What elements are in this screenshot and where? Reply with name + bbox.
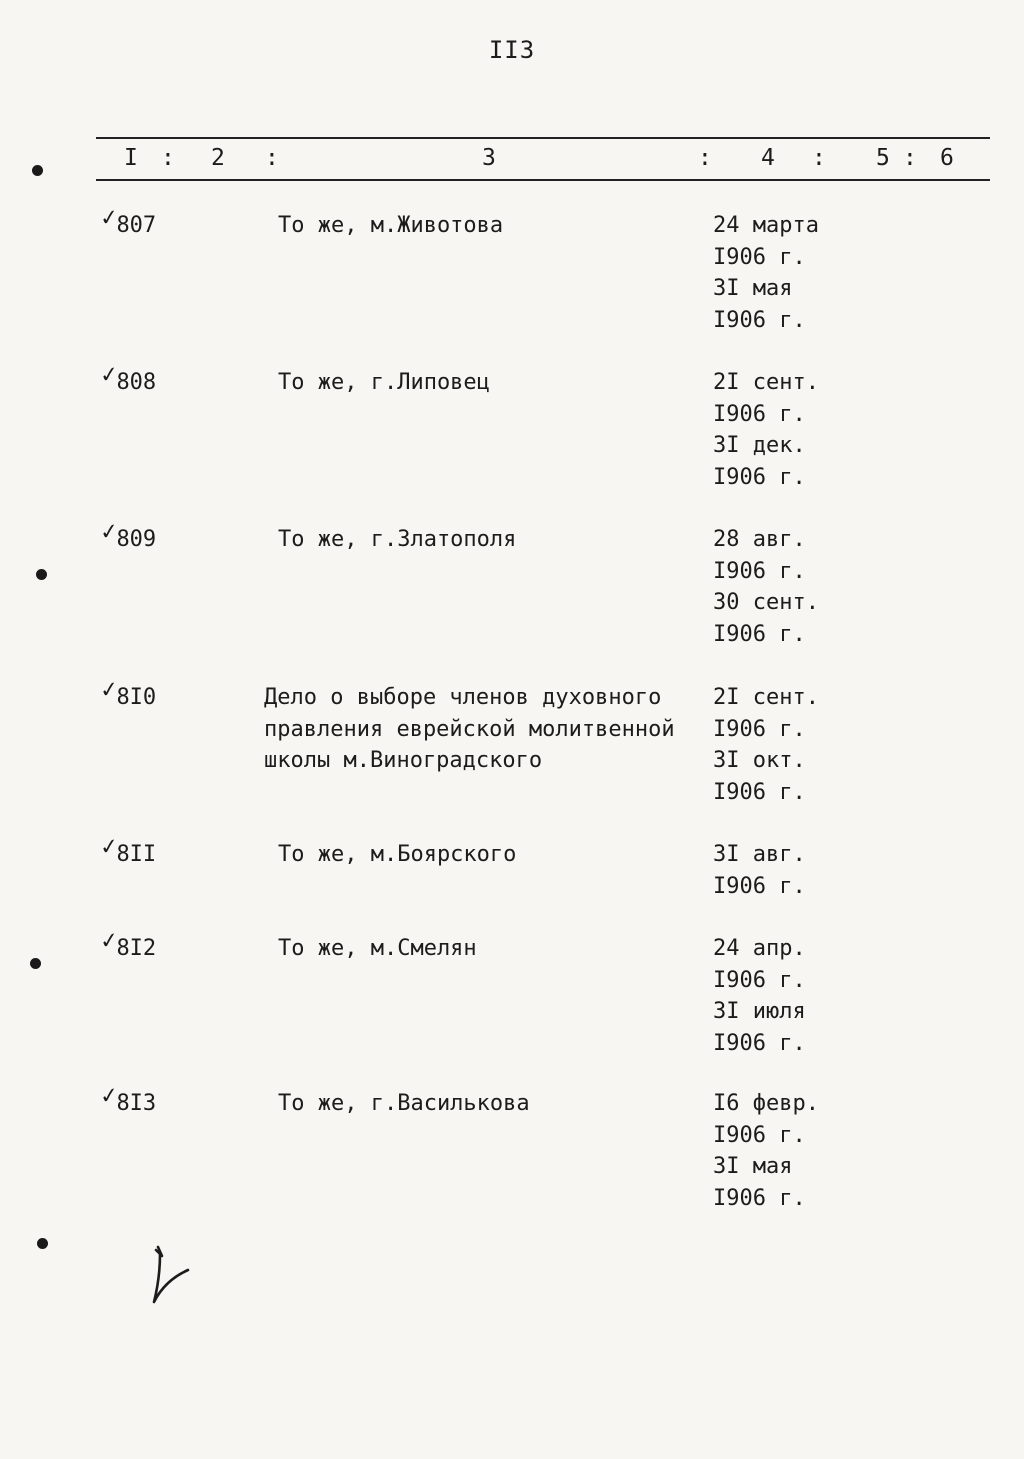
column-separator: :	[161, 145, 175, 171]
date-start-year: I906 г.	[713, 716, 806, 742]
entry-number	[98, 205, 157, 242]
binder-hole-dot	[32, 165, 43, 176]
entry-title: То же, м.Животова	[278, 213, 504, 238]
table-header-bottom-rule	[96, 179, 990, 181]
entry-title: То же, м.Смелян	[278, 936, 477, 961]
entry-number-value: 807	[116, 213, 157, 238]
entry-title: То же, г.Василькова	[278, 1091, 530, 1116]
entry-number	[98, 362, 157, 399]
date-start-day: 28 авг.	[713, 527, 806, 552]
date-end-day: 3I окт.	[713, 748, 806, 773]
date-start-year: I906 г.	[713, 401, 806, 427]
entry-number-value: 8I2	[116, 936, 157, 961]
entry-number	[98, 1083, 157, 1120]
date-end-year: I906 г.	[713, 464, 806, 490]
checkmark-icon: ✓	[98, 519, 120, 546]
date-end-day: 30 сент.	[713, 590, 819, 615]
date-start-year: I906 г.	[713, 873, 806, 899]
date-start-year: I906 г.	[713, 1122, 806, 1148]
date-end-year: I906 г.	[713, 1030, 806, 1056]
date-start-year: I906 г.	[713, 967, 806, 993]
column-header-6: 6	[940, 145, 954, 171]
entry-number-value: 8II	[116, 842, 157, 867]
entry-title: То же, м.Боярского	[278, 842, 517, 867]
date-end-year: I906 г.	[713, 779, 806, 805]
checkmark-icon: ✓	[98, 205, 120, 232]
table-header-top-rule	[96, 137, 990, 139]
entry-dates	[713, 367, 913, 493]
date-end-year: I906 г.	[713, 621, 806, 647]
entry-dates	[713, 682, 913, 808]
entry-number	[98, 519, 157, 556]
checkmark-icon: ✓	[98, 677, 120, 704]
date-end-day: 3I мая	[713, 1154, 793, 1179]
entry-number-value: 8I0	[116, 685, 157, 710]
entry-number	[98, 677, 157, 714]
date-end-day: 3I июля	[713, 999, 806, 1024]
entry-dates	[713, 933, 913, 1059]
date-end-year: I906 г.	[713, 307, 806, 333]
checkmark-icon: ✓	[98, 1083, 120, 1110]
column-header-3: 3	[482, 145, 496, 171]
date-start-day: 24 апр.	[713, 936, 806, 961]
date-end-day: 3I мая	[713, 276, 793, 301]
column-header-1: I	[124, 145, 138, 171]
checkmark-icon: ✓	[98, 362, 120, 389]
entry-dates	[713, 839, 913, 902]
entry-title: Дело о выборе членов духовного правления еврейской молитвенной школы м.Виноградского	[264, 685, 675, 773]
binder-hole-dot	[37, 1238, 48, 1249]
column-separator: :	[903, 145, 917, 171]
entry-dates	[713, 524, 913, 650]
handwritten-initial-icon	[146, 1244, 196, 1308]
date-start-day: I6 февр.	[713, 1091, 819, 1116]
column-separator: :	[812, 145, 826, 171]
date-end-day: 3I дек.	[713, 433, 806, 458]
column-separator: :	[265, 145, 279, 171]
entry-title: То же, г.Липовец	[278, 370, 490, 395]
entry-number	[98, 834, 157, 871]
date-start-day: 24 марта	[713, 213, 819, 238]
binder-hole-dot	[30, 958, 41, 969]
entry-dates	[713, 1088, 913, 1214]
entry-title: То же, г.Златополя	[278, 527, 517, 552]
date-start-day: 2I сент.	[713, 685, 819, 710]
column-header-4: 4	[761, 145, 775, 171]
checkmark-icon: ✓	[98, 928, 120, 955]
column-separator: :	[698, 145, 712, 171]
column-header-2: 2	[211, 145, 225, 171]
date-start-year: I906 г.	[713, 244, 806, 270]
checkmark-icon: ✓	[98, 834, 120, 861]
binder-hole-dot	[36, 569, 47, 580]
date-start-year: I906 г.	[713, 558, 806, 584]
date-end-year: I906 г.	[713, 1185, 806, 1211]
page-number: II3	[488, 36, 536, 64]
entry-dates	[713, 210, 913, 336]
entry-number-value: 809	[116, 527, 157, 552]
entry-number-value: 808	[116, 370, 157, 395]
entry-number	[98, 928, 157, 965]
entry-number-value: 8I3	[116, 1091, 157, 1116]
date-start-day: 2I сент.	[713, 370, 819, 395]
date-start-day: 3I авг.	[713, 842, 806, 867]
column-header-5: 5	[876, 145, 890, 171]
